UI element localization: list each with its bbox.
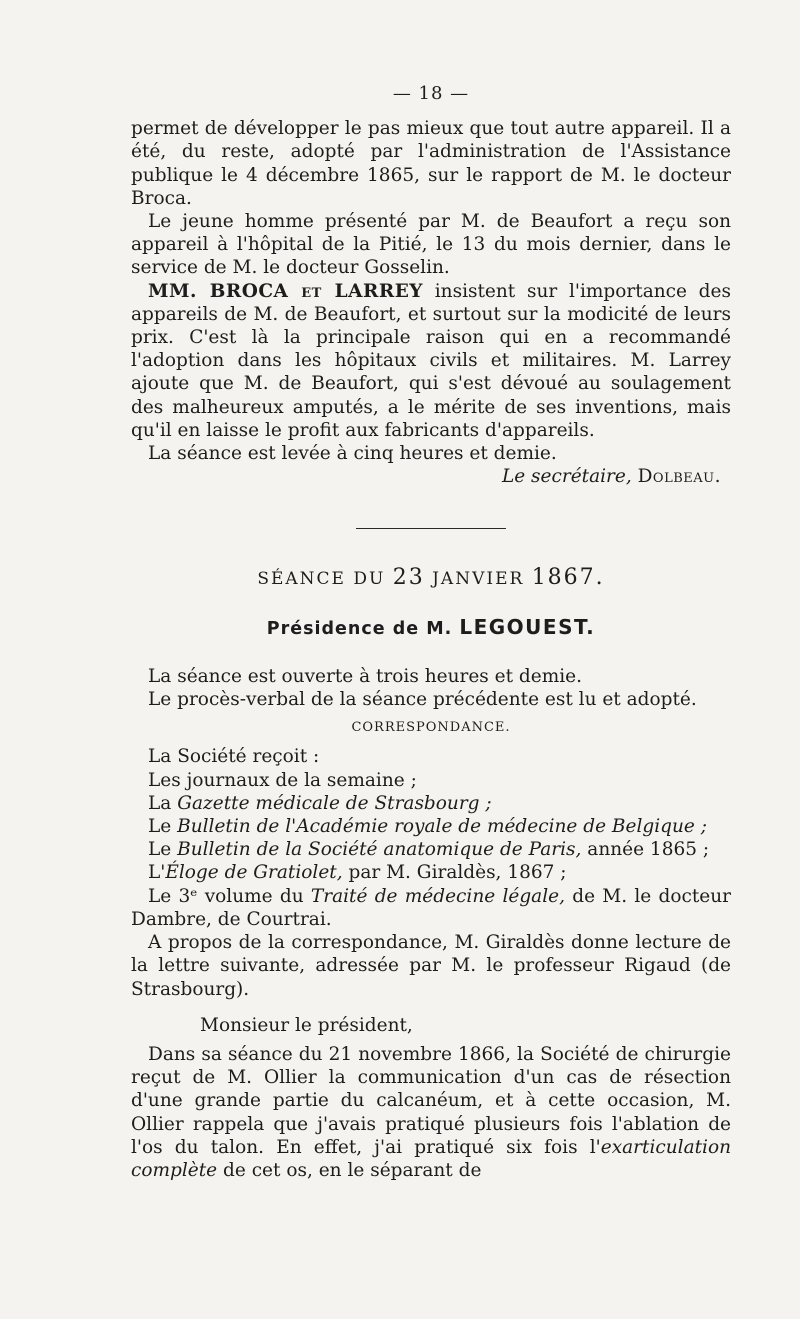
session-month: JANVIER <box>424 569 532 590</box>
list-item-text: Le <box>148 839 178 861</box>
paragraph: Le jeune homme présenté par M. de Beaufort a reçu son appareil à l'hôpital de la Pitié, le 13 du mois dernier, dans le service de M. le docteur Gosselin. <box>131 211 731 279</box>
president-name: LEGOUEST. <box>459 614 596 639</box>
section-divider <box>356 528 506 529</box>
publication-title: Bulletin de la Société anatomique de Paris, <box>177 839 582 861</box>
signature-name: Dolbeau. <box>637 466 721 488</box>
page-number: — 18 — <box>392 83 470 104</box>
session-heading <box>131 566 731 591</box>
list-item <box>131 885 731 931</box>
paragraph: A propos de la correspondance, M. Giraldès donne lecture de la lettre suivante, adressée par M. le professeur Rigaud (de Strasbourg). <box>131 932 731 1000</box>
paragraph <box>131 280 731 442</box>
page-body <box>131 82 731 1182</box>
presidency-heading <box>131 616 731 641</box>
publication-title: Éloge de Gratiolet, <box>165 862 343 884</box>
paragraph-text: insistent sur l'importance des appareils de M. de Beaufort, et surtout sur la modicité de leurs prix. C'est là la principale raison qui en a recommandé l'adoption dans les hôpitaux civils et militaires. M. Larrey ajoute que M. de Beaufort, qui s'est dévoué au soulagement des malheureux amputés, a le mérite de ses inventions, mais qu'il en laisse le profit aux fabricants d'appareils. <box>131 280 731 441</box>
signature-role: Le secrétaire, <box>501 466 632 488</box>
list-item-text: année 1865 ; <box>581 839 710 861</box>
correspondance-heading: CORRESPONDANCE. <box>351 720 511 736</box>
list-item-text: Le 3ᵉ volume du <box>148 885 311 907</box>
correspondance-list <box>131 745 731 931</box>
letter-greeting: Monsieur le président, <box>200 1014 413 1036</box>
session-year: 1867. <box>531 565 605 591</box>
session-heading-prefix: SÉANCE DU <box>257 569 393 590</box>
presidency-prefix: Présidence de M. <box>266 618 460 639</box>
paragraph: permet de développer le pas mieux que tout autre appareil. Il a été, du reste, adopté par l'administration de l'Assistance publique le 4 décembre 1865, sur le rapport de M. le docteur Broca. <box>131 118 731 209</box>
publication-title: Traité de médecine légale, <box>310 885 565 907</box>
list-item-text: Le <box>148 816 178 838</box>
list-item: Les journaux de la semaine ; <box>148 769 417 791</box>
session-day: 23 <box>392 565 425 591</box>
signature <box>131 465 731 488</box>
list-item: La Société reçoit : <box>148 746 320 768</box>
letter-body <box>131 1043 731 1182</box>
publication-title: Bulletin de l'Académie royale de médecine de Belgique ; <box>177 816 707 838</box>
list-item <box>131 861 731 884</box>
list-item-text: La <box>148 792 178 814</box>
publication-title: Gazette médicale de Strasbourg ; <box>177 792 492 814</box>
paragraph: La séance est levée à cinq heures et demie. <box>148 443 557 465</box>
list-item-text: par M. Giraldès, 1867 ; <box>342 862 567 884</box>
speaker-names: MM. BROCA et LARREY <box>148 280 424 302</box>
list-item-text: de M. le docteur Dambre, de Courtrai. <box>131 885 731 930</box>
paragraph: La séance est ouverte à trois heures et demie. <box>148 665 582 687</box>
letter-text: de cet os, en le séparant de <box>217 1159 482 1181</box>
list-item <box>131 815 731 838</box>
paragraph: Le procès-verbal de la séance précédente est lu et adopté. <box>148 689 697 711</box>
list-item <box>131 838 731 861</box>
letter-text: Dans sa séance du 21 novembre 1866, la Société de chirurgie reçut de M. Ollier la communication d'un cas de résection d'une grande partie du calcanéum, et à cette occasion, M. Ollier rappela que j'avais pratiqué plusieurs fois l'ablation de l'os du talon. En effet, j'ai pratiqué six fois l' <box>131 1043 731 1158</box>
letter-emphasis: exarticulation complète <box>131 1136 731 1181</box>
list-item-text: L' <box>148 862 166 884</box>
list-item <box>131 792 731 815</box>
